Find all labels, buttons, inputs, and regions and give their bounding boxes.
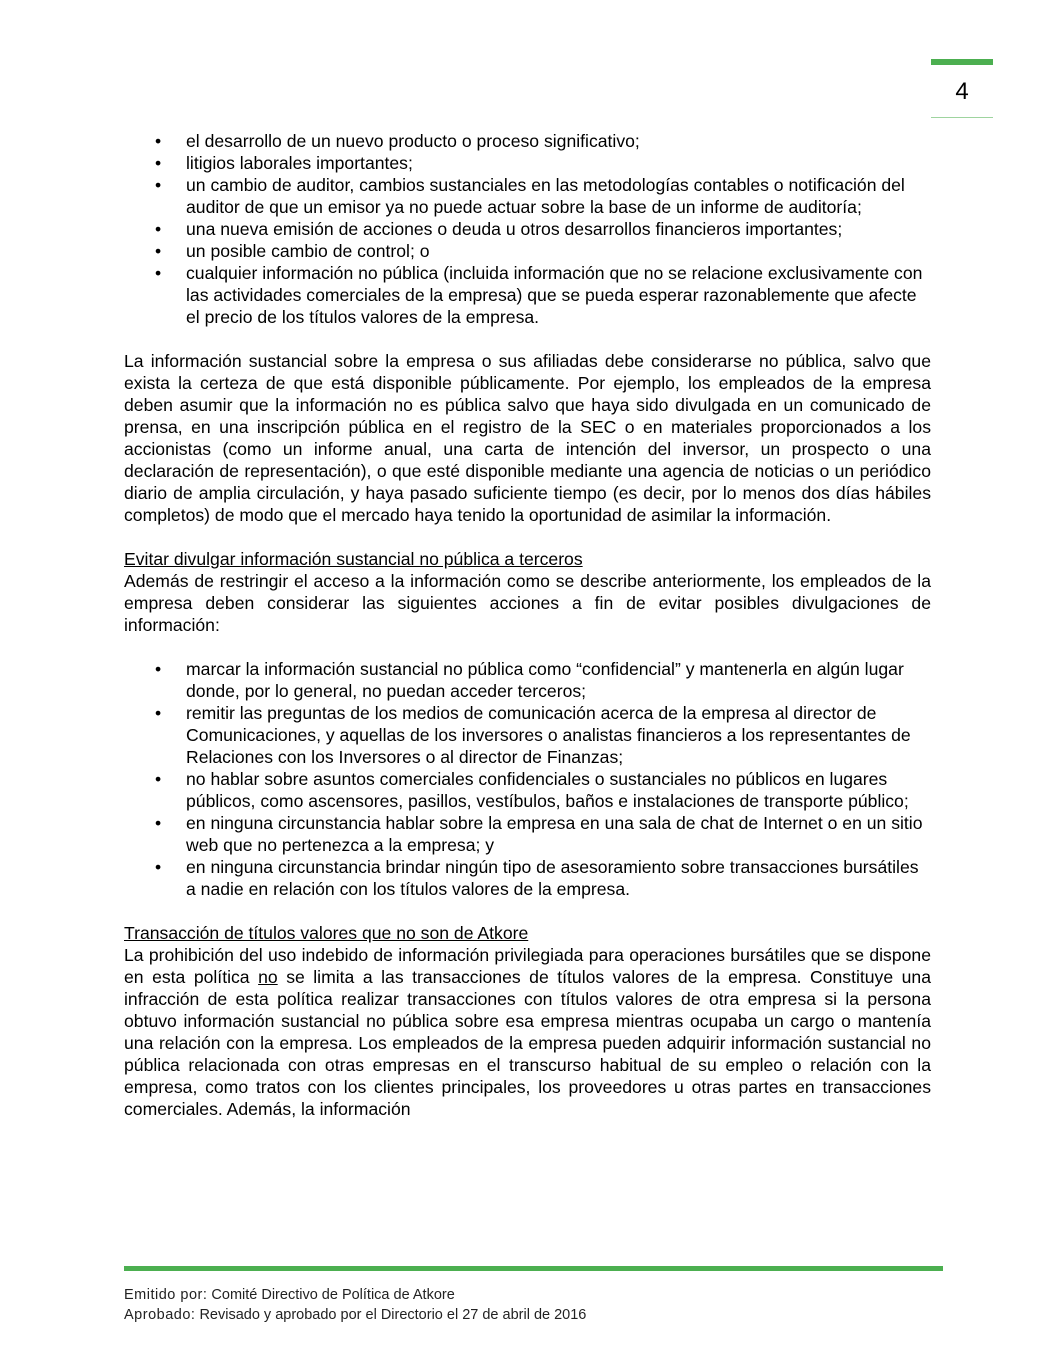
list-item: • remitir las preguntas de los medios de comunicación acerca de la empresa al director de Comunicaciones, y aquellas de los inversores o analistas financieros a los representantes de Relaciones con los Inversores o al director de Finanzas; (124, 702, 931, 768)
footer (124, 1285, 586, 1325)
list-item: • un posible cambio de control; o (124, 240, 931, 262)
list-item: • no hablar sobre asuntos comerciales confidenciales o sustanciales no públicos en lugares públicos, como ascensores, pasillos, vestíbulos, baños e instalaciones de transporte público; (124, 768, 931, 812)
list-item: • litigios laborales importantes; (124, 152, 931, 174)
list-item: • cualquier información no pública (incluida información que no se relacione exclusivamente con las actividades comerciales de la empresa) que se pueda esperar razonablemente que afecte el precio de los títulos valores de la empresa. (124, 262, 931, 328)
emphasis-no: no (258, 967, 278, 987)
bullet-list-2 (124, 658, 931, 900)
paragraph-non-atkore: La prohibición del uso indebido de información privilegiada para operaciones bursátiles que se dispone en esta política no se limita a las transacciones de títulos valores de la empresa. Constituye una infracción de esta política realizar transacciones con títulos valores de otra empresa si la persona obtuvo información sustancial no pública sobre esa empresa mientras ocupaba un cargo o mantenía una relación con la empresa. Los empleados de la empresa pueden adquirir información sustancial no pública relacionada con otras empresas en el transcurso habitual de su empleo o relación con la empresa, como tratos con los clientes principales, los proveedores u otras partes en transacciones comerciales. Además, la información (124, 945, 931, 1119)
footer-rule (124, 1266, 943, 1271)
page-number-bar (931, 59, 993, 65)
section-heading-non-atkore: Transacción de títulos valores que no son de Atkore (124, 923, 529, 943)
paragraph-nonpublic-info: La información sustancial sobre la empresa o sus afiliadas debe considerarse no pública, salvo que exista la certeza de que está disponible públicamente. Por ejemplo, los empleados de la empresa deben asumir que la información no es pública salvo que haya sido divulgada en un comunicado de prensa, en una inscripción pública en el registro de la SEC o en materiales proporcionados a los accionistas (como un informe anual, una carta de intención del inversor, un prospecto o una declaración de representación), o que esté disponible mediante una agencia de noticias o un periódico diario de amplia circulación, y haya pasado suficiente tiempo (es decir, por lo menos dos días hábiles completos) de modo que el mercado haya tenido la oportunidad de asimilar la información. (124, 351, 931, 525)
document-body (124, 130, 931, 1120)
paragraph-disclosure-intro: Además de restringir el acceso a la información como se describe anteriormente, los empleados de la empresa deben considerar las siguientes acciones a fin de evitar posibles divulgaciones de información: (124, 571, 931, 635)
footer-approved: Aprobado: Revisado y aprobado por el Directorio el 27 de abril de 2016 (124, 1307, 587, 1323)
list-item: • en ninguna circunstancia brindar ningún tipo de asesoramiento sobre transacciones bursátiles a nadie en relación con los títulos valores de la empresa. (124, 856, 931, 900)
footer-issued: Emitido por: Comité Directivo de Política de Atkore (124, 1287, 455, 1303)
section-heading-disclosure: Evitar divulgar información sustancial no pública a terceros (124, 549, 583, 569)
bullet-list-1 (124, 130, 931, 328)
page-number-rule (931, 117, 993, 118)
list-item: • marcar la información sustancial no pública como “confidencial” y mantenerla en algún lugar donde, por lo general, no puedan acceder terceros; (124, 658, 931, 702)
list-item: • en ninguna circunstancia hablar sobre la empresa en una sala de chat de Internet o en un sitio web que no pertenezca a la empresa; y (124, 812, 931, 856)
list-item: • el desarrollo de un nuevo producto o proceso significativo; (124, 130, 931, 152)
page-number: 4 (955, 78, 969, 105)
list-item: • una nueva emisión de acciones o deuda u otros desarrollos financieros importantes; (124, 218, 931, 240)
list-item: • un cambio de auditor, cambios sustanciales en las metodologías contables o notificación del auditor de que un emisor ya no puede actuar sobre la base de un informe de auditoría; (124, 174, 931, 218)
